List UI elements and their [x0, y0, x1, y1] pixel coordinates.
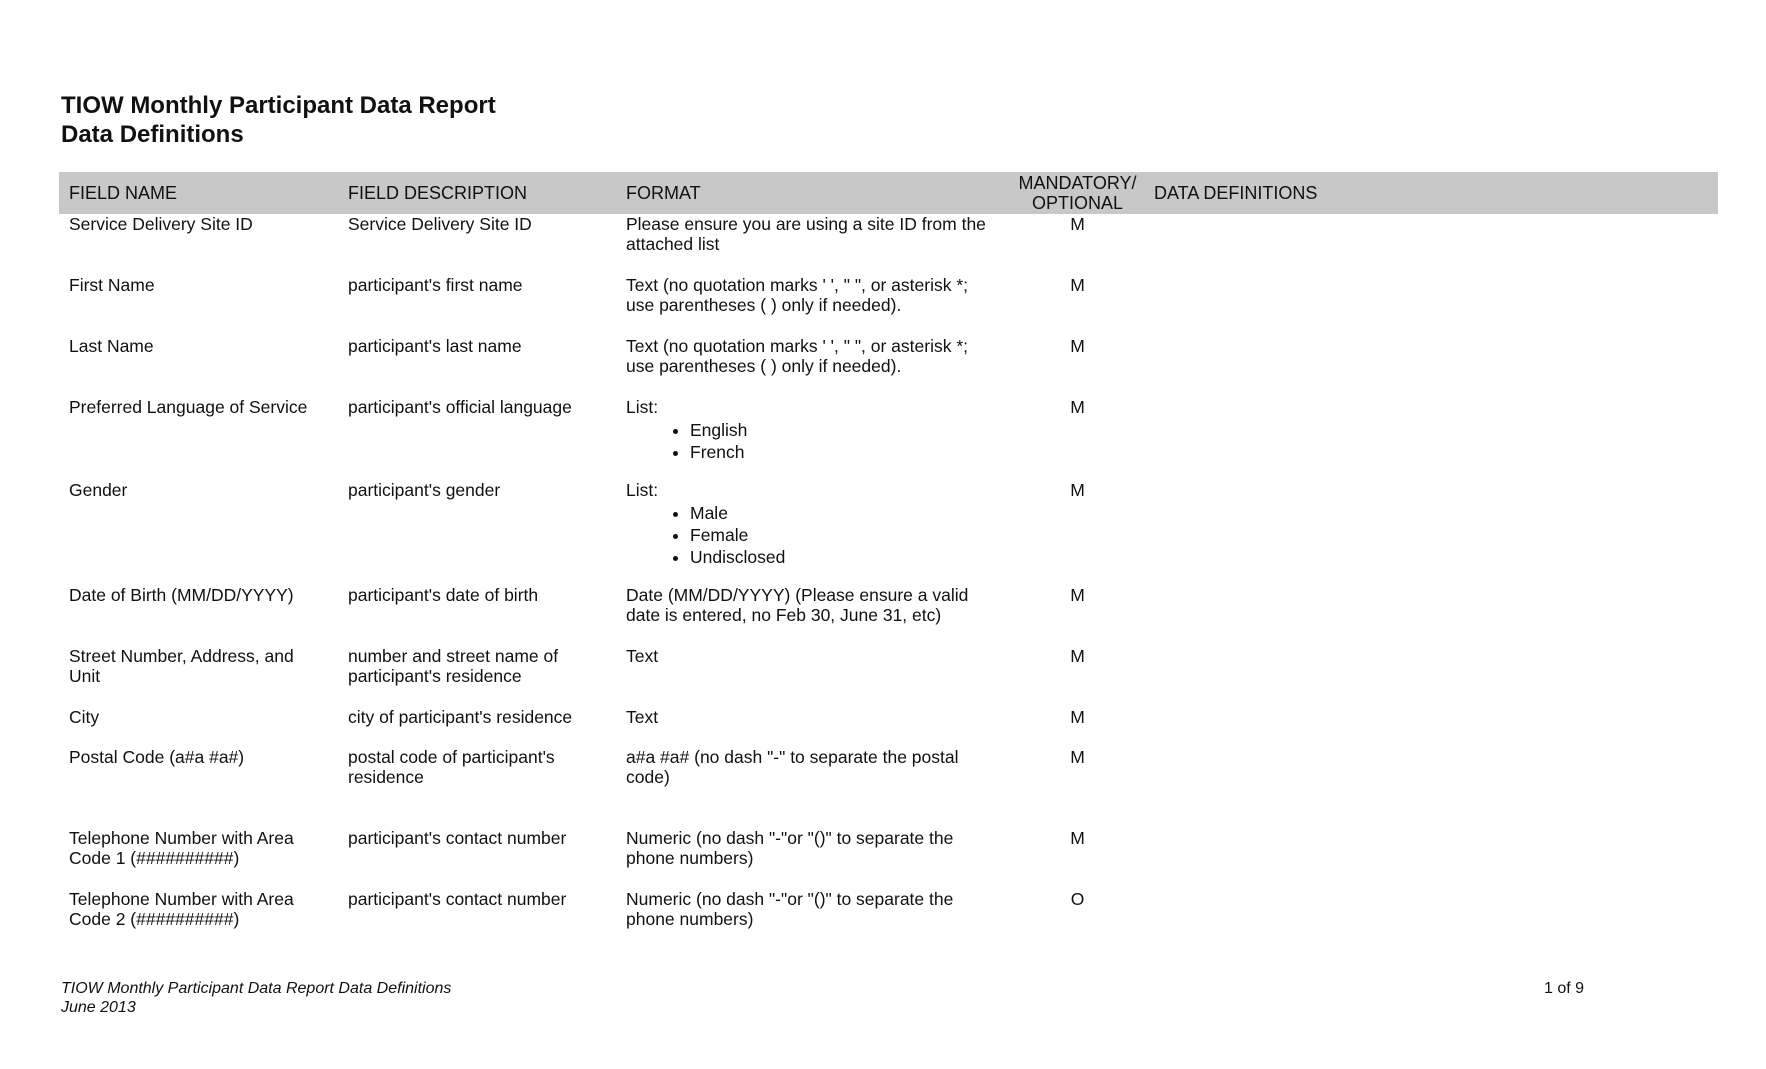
format-options-list: [626, 419, 1001, 463]
cell-field-name: Gender: [69, 480, 128, 500]
data-definitions-table: [59, 172, 1718, 939]
list-item: • Female: [690, 524, 1001, 546]
cell-format: Numeric (no dash "-"or "()" to separate the phone numbers): [626, 889, 954, 929]
cell-mandatory: M: [1070, 275, 1085, 295]
table-header-row: [59, 172, 1718, 214]
cell-description: participant's contact number: [348, 828, 567, 848]
col-data-definitions: DATA DEFINITIONS: [1154, 183, 1318, 203]
page-number: 1 of 9: [1544, 980, 1585, 997]
cell-mandatory: M: [1070, 646, 1085, 666]
cell-format: a#a #a# (no dash "-" to separate the postal code): [626, 747, 959, 787]
cell-format: Text (no quotation marks ' ', " ", or asterisk *; use parentheses ( ) only if needed).: [626, 336, 969, 376]
list-item: • Undisclosed: [690, 546, 1001, 568]
cell-field-name: Preferred Language of Service: [69, 397, 308, 417]
cell-mandatory: M: [1070, 480, 1085, 500]
col-mandatory-optional: [1011, 172, 1144, 214]
table-row: [59, 707, 1718, 747]
cell-description: number and street name of participant's residence: [348, 646, 559, 686]
table-header: [59, 172, 1718, 214]
col-format: FORMAT: [626, 183, 701, 203]
footer-title: TIOW Monthly Participant Data Report Data Definitions: [61, 980, 452, 997]
cell-field-name: Telephone Number with Area Code 1 (##########): [69, 828, 294, 868]
col-mandatory-line1: MANDATORY/: [1018, 173, 1137, 193]
cell-mandatory: M: [1070, 397, 1085, 417]
cell-format: [616, 480, 1011, 585]
title-line-2: Data Definitions: [61, 121, 244, 148]
cell-description: participant's gender: [348, 480, 501, 500]
cell-format: Please ensure you are using a site ID from the attached list: [626, 214, 986, 254]
cell-data-definition: [1144, 275, 1718, 336]
cell-format: Numeric (no dash "-"or "()" to separate the phone numbers): [626, 828, 954, 868]
cell-data-definition: [1144, 889, 1718, 939]
cell-mandatory: M: [1070, 747, 1085, 767]
cell-format: [616, 397, 1011, 480]
cell-description: participant's first name: [348, 275, 523, 295]
cell-mandatory: M: [1070, 707, 1085, 727]
cell-field-name: Street Number, Address, and Unit: [69, 646, 294, 686]
format-list-label: List:: [626, 397, 659, 417]
cell-format: Text: [626, 646, 659, 666]
table-row: [59, 214, 1718, 275]
cell-description: participant's official language: [348, 397, 572, 417]
cell-field-name: First Name: [69, 275, 155, 295]
cell-description: participant's contact number: [348, 889, 567, 909]
cell-field-name: Date of Birth (MM/DD/YYYY): [69, 585, 294, 605]
table-row: [59, 275, 1718, 336]
table-row: [59, 480, 1718, 585]
table-row: [59, 889, 1718, 939]
table-row: [59, 585, 1718, 646]
cell-format: Date (MM/DD/YYYY) (Please ensure a valid date is entered, no Feb 30, June 31, etc): [626, 585, 969, 625]
list-item: • French: [690, 441, 1001, 463]
cell-description: postal code of participant's residence: [348, 747, 555, 787]
cell-format: Text: [626, 707, 659, 727]
cell-field-name: Last Name: [69, 336, 154, 356]
cell-mandatory: M: [1070, 585, 1085, 605]
cell-field-name: City: [69, 707, 100, 727]
cell-description: Service Delivery Site ID: [348, 214, 532, 234]
cell-data-definition: [1144, 707, 1718, 747]
cell-description: participant's last name: [348, 336, 522, 356]
col-field-name: FIELD NAME: [69, 183, 178, 203]
cell-field-name: Telephone Number with Area Code 2 (##########): [69, 889, 294, 929]
list-item: • Male: [690, 502, 1001, 524]
format-options-list: [626, 502, 1001, 568]
table-row: [59, 747, 1718, 828]
footer-date: June 2013: [61, 999, 136, 1016]
list-item: • English: [690, 419, 1001, 441]
col-mandatory-line2: OPTIONAL: [1031, 193, 1124, 213]
cell-data-definition: [1144, 480, 1718, 585]
table-body: [59, 214, 1718, 939]
cell-field-name: Postal Code (a#a #a#): [69, 747, 245, 767]
cell-mandatory: M: [1070, 214, 1085, 234]
title-line-1: TIOW Monthly Participant Data Report: [61, 92, 496, 119]
cell-description: participant's date of birth: [348, 585, 539, 605]
cell-data-definition: [1144, 397, 1718, 480]
table-row: [59, 336, 1718, 397]
cell-description: city of participant's residence: [348, 707, 573, 727]
cell-data-definition: [1144, 585, 1718, 646]
cell-data-definition: [1144, 336, 1718, 397]
cell-data-definition: [1144, 214, 1718, 275]
cell-data-definition: [1144, 828, 1718, 889]
document-title: [61, 91, 496, 149]
cell-field-name: Service Delivery Site ID: [69, 214, 253, 234]
format-list-label: List:: [626, 480, 659, 500]
cell-mandatory: M: [1070, 828, 1085, 848]
cell-data-definition: [1144, 747, 1718, 828]
cell-data-definition: [1144, 646, 1718, 707]
table-row: [59, 646, 1718, 707]
page-footer: [61, 979, 451, 1017]
table-row: [59, 828, 1718, 889]
cell-mandatory: O: [1070, 889, 1085, 909]
table-row: [59, 397, 1718, 480]
cell-mandatory: M: [1070, 336, 1085, 356]
cell-format: Text (no quotation marks ' ', " ", or asterisk *; use parentheses ( ) only if needed).: [626, 275, 969, 315]
col-field-description: FIELD DESCRIPTION: [348, 183, 528, 203]
